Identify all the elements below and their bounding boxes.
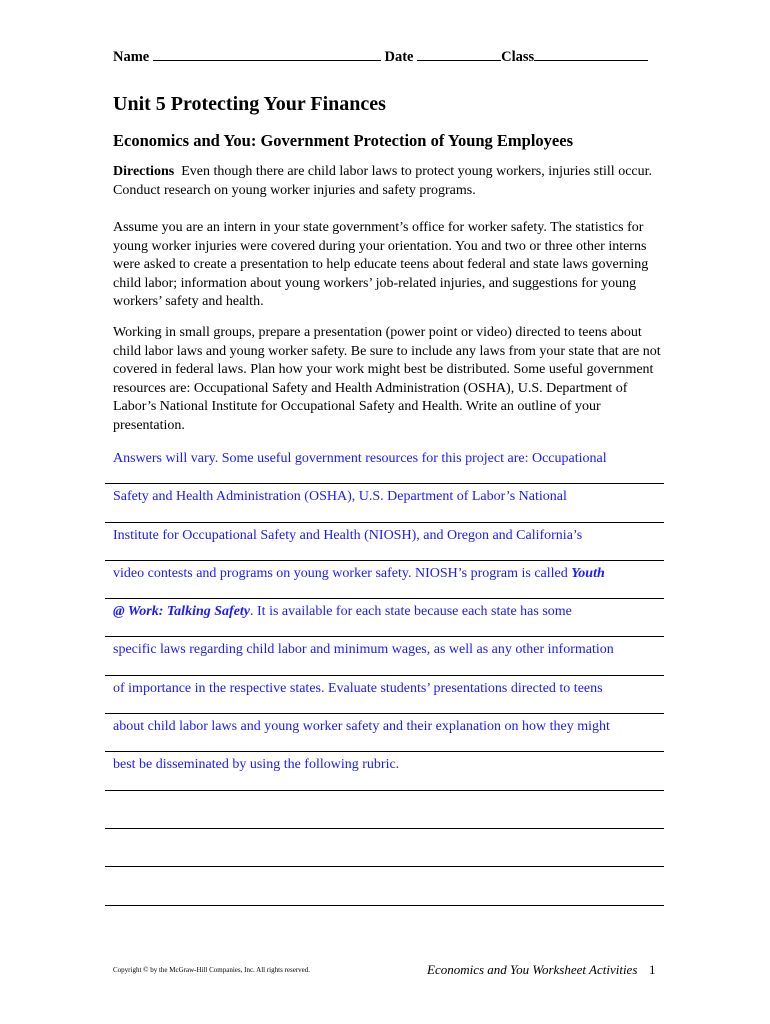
answer-line: specific laws regarding child labor and minimum wages, as well as any other information	[105, 637, 664, 675]
answer-line: Safety and Health Administration (OSHA), U.S. Department of Labor’s National	[105, 484, 664, 522]
answer-lines	[105, 446, 664, 906]
answer-line: about child labor laws and young worker safety and their explanation on how they might	[105, 714, 664, 752]
answer-line: Answers will vary. Some useful government resources for this project are: Occupational	[105, 446, 664, 484]
date-label: Date	[384, 49, 414, 65]
header-fields	[113, 46, 648, 66]
date-field[interactable]	[417, 46, 501, 61]
blank-answer-line	[105, 791, 664, 829]
worksheet-subtitle: Economics and You: Government Protection of Young Employees	[113, 131, 574, 150]
directions-label: Directions	[113, 164, 175, 179]
answer-line	[105, 561, 664, 599]
name-label: Name	[113, 49, 150, 65]
class-label: Class	[501, 49, 535, 65]
task-paragraph: Working in small groups, prepare a presentation (power point or video) directed to teens about child labor laws and young worker safety. Be sure to include any laws from your state that are not covered in federal laws. Plan how your work might best be distributed. Some useful government resources are: Occupational Safety and Health Administration (OSHA), U.S. Department of Labor’s National Institute for Occupational Safety and Health. Write an outline of your presentation.	[113, 325, 661, 433]
answer-line	[105, 599, 664, 637]
class-field[interactable]	[534, 46, 648, 61]
program-name: @ Work: Talking Safety	[113, 604, 251, 620]
answer-text: . It is available for each state because each state has some	[250, 604, 572, 620]
answer-line: Institute for Occupational Safety and Health (NIOSH), and Oregon and California’s	[105, 523, 664, 561]
page-number: 1	[649, 962, 656, 977]
answer-line: best be disseminated by using the following rubric.	[105, 752, 664, 790]
directions-text: Even though there are child labor laws to protect young workers, injuries still occur. Conduct research on young worker injuries and safety programs.	[113, 164, 653, 198]
footer-title: Economics and You Worksheet Activities	[427, 962, 638, 977]
scenario-paragraph: Assume you are an intern in your state government’s office for worker safety. The statistics for young worker injuries were covered during your orientation. You and two or three other interns were asked to create a presentation to help educate teens about federal and state laws governing child labor; information about young workers’ job-related injuries, and suggestions for young workers’ safety and health.	[113, 220, 649, 310]
blank-answer-line	[105, 867, 664, 905]
blank-answer-line	[105, 829, 664, 867]
answer-line: of importance in the respective states. Evaluate students’ presentations directed to teens	[105, 676, 664, 714]
name-field[interactable]	[153, 46, 381, 61]
answer-text: video contests and programs on young worker safety. NIOSH’s program is called	[113, 565, 572, 581]
unit-title: Unit 5 Protecting Your Finances	[113, 93, 386, 115]
directions-paragraph	[113, 163, 663, 200]
program-name: Youth	[571, 565, 605, 581]
copyright-notice: Copyright © by the McGraw-Hill Companies, Inc. All rights reserved.	[113, 966, 311, 974]
